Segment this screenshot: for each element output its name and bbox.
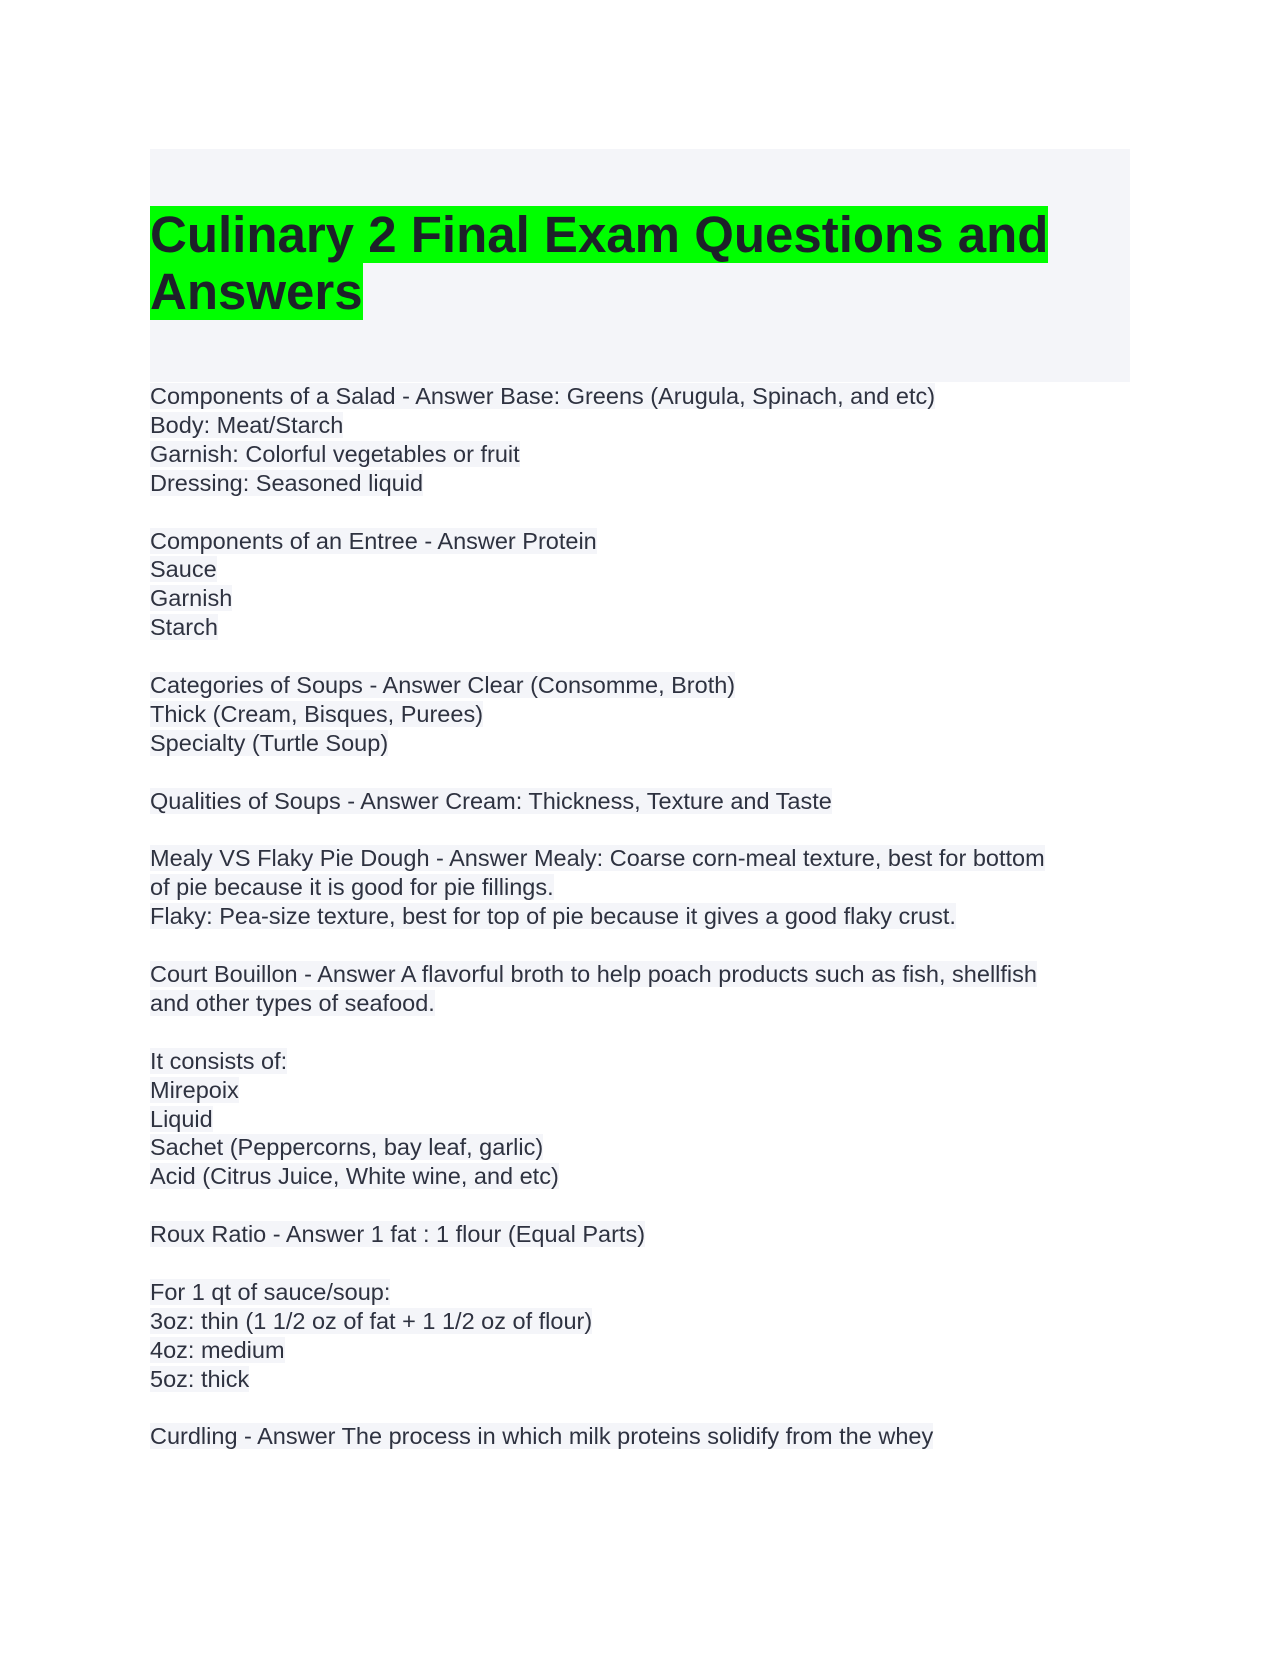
qa-line <box>150 527 1130 556</box>
qa-line-text: Garnish <box>150 585 233 612</box>
qa-line <box>150 1278 1130 1307</box>
qa-line <box>150 555 1130 584</box>
qa-line-text: Curdling - Answer The process in which milk proteins solidify from the whey <box>150 1423 934 1450</box>
qa-line-text: Categories of Soups - Answer Clear (Consomme, Broth) <box>150 672 736 699</box>
qa-line <box>150 1422 1130 1451</box>
qa-line-text: 5oz: thick <box>150 1365 250 1392</box>
qa-line <box>150 382 1130 411</box>
qa-line <box>150 1105 1130 1134</box>
qa-line <box>150 989 1130 1018</box>
qa-line-text: For 1 qt of sauce/soup: <box>150 1278 391 1305</box>
qa-line <box>150 1162 1130 1191</box>
qa-line-text: Court Bouillon - Answer A flavorful broth to help poach products such as fish, shellfish <box>150 961 1037 988</box>
document-title-text: Culinary 2 Final Exam Questions and Answers <box>150 206 1049 320</box>
qa-line-text: Sachet (Peppercorns, bay leaf, garlic) <box>150 1134 544 1161</box>
document-page <box>150 149 1130 1480</box>
qa-line <box>150 1365 1130 1394</box>
qa-line-text: It consists of: <box>150 1047 288 1074</box>
qa-line-text: Qualities of Soups - Answer Cream: Thickness, Texture and Taste <box>150 787 832 814</box>
qa-line-text: Starch <box>150 614 218 641</box>
qa-line <box>150 1133 1130 1162</box>
qa-line-text: 4oz: medium <box>150 1336 285 1363</box>
qa-line-text: Dressing: Seasoned liquid <box>150 469 424 496</box>
qa-entry <box>150 1278 1130 1394</box>
qa-line-text: Components of a Salad - Answer Base: Greens (Arugula, Spinach, and etc) <box>150 383 936 409</box>
qa-line <box>150 1047 1130 1076</box>
qa-line <box>150 1076 1130 1105</box>
qa-entry <box>150 1047 1130 1192</box>
qa-entry <box>150 787 1130 816</box>
qa-line <box>150 700 1130 729</box>
qa-line-text: of pie because it is good for pie fillings. <box>150 874 554 901</box>
document-title <box>150 206 1130 320</box>
qa-line-text: and other types of seafood. <box>150 989 435 1016</box>
qa-line-text: Roux Ratio - Answer 1 fat : 1 flour (Equal Parts) <box>150 1221 646 1248</box>
qa-line <box>150 440 1130 469</box>
qa-line <box>150 960 1130 989</box>
title-block <box>150 149 1130 382</box>
qa-line <box>150 873 1130 902</box>
qa-line-text: Mealy VS Flaky Pie Dough - Answer Mealy: Coarse corn-meal texture, best for bottom <box>150 845 1045 872</box>
qa-entry <box>150 382 1130 498</box>
qa-line <box>150 787 1130 816</box>
qa-line-text: Sauce <box>150 556 217 583</box>
qa-line-text: Liquid <box>150 1105 213 1132</box>
qa-line-text: Flaky: Pea-size texture, best for top of pie because it gives a good flaky crust. <box>150 903 956 930</box>
qa-line-text: Garnish: Colorful vegetables or fruit <box>150 440 520 467</box>
qa-line <box>150 1336 1130 1365</box>
qa-line <box>150 584 1130 613</box>
qa-entry <box>150 671 1130 758</box>
qa-line <box>150 729 1130 758</box>
qa-entry <box>150 960 1130 1018</box>
qa-line <box>150 902 1130 931</box>
qa-content <box>150 382 1130 1451</box>
qa-line-text: Thick (Cream, Bisques, Purees) <box>150 700 484 727</box>
qa-line <box>150 1307 1130 1336</box>
qa-line-text: Mirepoix <box>150 1076 239 1103</box>
qa-line <box>150 469 1130 498</box>
qa-line <box>150 844 1130 873</box>
qa-line-text: Body: Meat/Starch <box>150 411 344 438</box>
qa-line-text: Components of an Entree - Answer Protein <box>150 527 597 554</box>
qa-line-text: 3oz: thin (1 1/2 oz of fat + 1 1/2 oz of flour) <box>150 1307 593 1334</box>
qa-line <box>150 1220 1130 1249</box>
qa-line <box>150 613 1130 642</box>
qa-line <box>150 671 1130 700</box>
qa-entry <box>150 527 1130 643</box>
qa-line-text: Specialty (Turtle Soup) <box>150 729 389 756</box>
qa-entry <box>150 1220 1130 1249</box>
qa-line <box>150 411 1130 440</box>
qa-entry <box>150 1422 1130 1451</box>
qa-entry <box>150 844 1130 931</box>
qa-line-text: Acid (Citrus Juice, White wine, and etc) <box>150 1163 559 1190</box>
